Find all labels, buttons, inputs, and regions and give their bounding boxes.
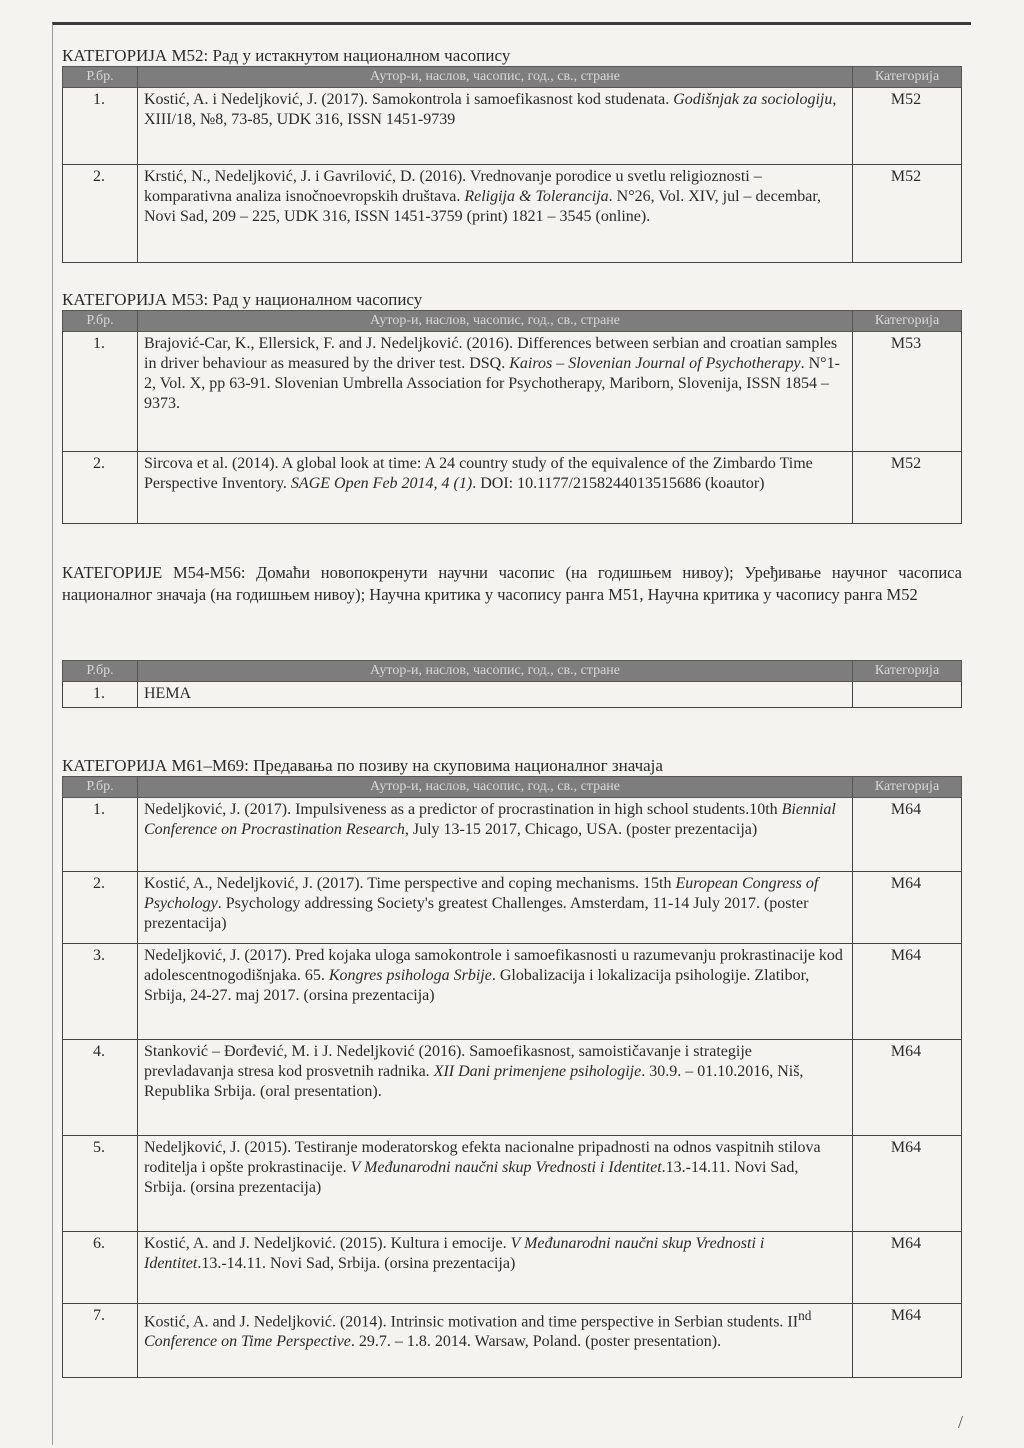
row-number: 3. <box>63 944 138 1040</box>
row-entry: Kostić, A., Nedeljković, J. (2017). Time perspective and coping mechanisms. 15th European Congress of Psychology. Psychology addressing Society's greatest Challenges. Amsterdam, 11-14 July 2017. (poster prezentacija) <box>138 872 853 944</box>
category-description: Домаћи новопокренути научни часопис (на годишњем нивоу); Уређивање научног часописа националног значаја (на годишњем нивоу); Научна критика у часопису ранга М51, Научна критика у часопису ранга М52 <box>62 563 963 604</box>
table-row <box>63 798 962 872</box>
row-number: 2. <box>63 872 138 944</box>
category-description: Предавања по позиву на скуповима националног значаја <box>253 756 663 775</box>
row-number: 5. <box>63 1136 138 1232</box>
row-category: M64 <box>853 944 962 1040</box>
category-label: КАТЕГОРИЈА М53: <box>62 290 209 309</box>
header-category: Категорија <box>853 311 962 332</box>
table-row <box>63 1304 962 1378</box>
section-title <box>62 290 962 310</box>
section-m61-m69 <box>62 756 962 1378</box>
publication-table <box>62 660 962 708</box>
section-m54-m56-description <box>62 562 962 606</box>
row-number: 2. <box>63 165 138 263</box>
row-category: M64 <box>853 872 962 944</box>
table-row <box>63 88 962 165</box>
row-category: M64 <box>853 1232 962 1304</box>
section-m52 <box>62 46 962 263</box>
row-entry: Brajović-Car, K., Ellersick, F. and J. Nedeljković. (2016). Differences between serbian and croatian samples in driver behaviour as measured by the driver test. DSQ. Kairos – Slovenian Journal of Psychotherapy. N°1-2, Vol. X, pp 63-91. Slovenian Umbrella Association for Psychotherapy, Mariborn, Slovenija, ISSN 1854 – 9373. <box>138 332 853 452</box>
category-description: Рад у истакнутом националном часопису <box>212 46 511 65</box>
header-entry: Аутор-и, наслов, часопис, год., св., стране <box>138 661 853 682</box>
header-entry: Аутор-и, наслов, часопис, год., св., стране <box>138 777 853 798</box>
header-num: Р.бр. <box>63 67 138 88</box>
row-category: M52 <box>853 165 962 263</box>
row-number: 1. <box>63 798 138 872</box>
header-entry: Аутор-и, наслов, часопис, год., св., стране <box>138 67 853 88</box>
header-category: Категорија <box>853 777 962 798</box>
table-row <box>63 1136 962 1232</box>
section-title <box>62 756 962 776</box>
row-category: M52 <box>853 88 962 165</box>
section-m53 <box>62 290 962 524</box>
row-category: M64 <box>853 1136 962 1232</box>
category-label: КАТЕГОРИЈЕ М54-М56: <box>62 563 246 582</box>
table-row <box>63 332 962 452</box>
header-category: Категорија <box>853 661 962 682</box>
table-row <box>63 452 962 524</box>
publication-table <box>62 66 962 263</box>
row-entry: Nedeljković, J. (2017). Impulsiveness as a predictor of procrastination in high school students.10th Biennial Conference on Procrastination Research, July 13-15 2017, Chicago, USA. (poster prezentacija) <box>138 798 853 872</box>
table-row <box>63 1232 962 1304</box>
section-title <box>62 46 962 66</box>
row-category <box>853 682 962 708</box>
table-row <box>63 165 962 263</box>
category-description: Рад у националном часопису <box>212 290 423 309</box>
row-entry: Sircova et al. (2014). A global look at time: A 24 country study of the equivalence of the Zimbardo Time Perspective Inventory. SAGE Open Feb 2014, 4 (1). DOI: 10.1177/2158244013515686 (koautor) <box>138 452 853 524</box>
publication-table <box>62 776 962 1378</box>
row-category: M64 <box>853 1040 962 1136</box>
page-mark: / <box>958 1412 964 1432</box>
row-number: 2. <box>63 452 138 524</box>
header-num: Р.бр. <box>63 311 138 332</box>
row-number: 4. <box>63 1040 138 1136</box>
row-entry: Stanković – Đorđević, M. i J. Nedeljković (2016). Samoefikasnost, samoističavanje i strategije prevladavanja stresa kod prosvetnih radnika. XII Dani primenjene psihologije. 30.9. – 01.10.2016, Niš, Republika Srbija. (oral presentation). <box>138 1040 853 1136</box>
table-row <box>63 872 962 944</box>
category-label: КАТЕГОРИЈА М61–М69: <box>62 756 249 775</box>
table-row <box>63 682 962 708</box>
row-category: M64 <box>853 1304 962 1378</box>
row-number: 6. <box>63 1232 138 1304</box>
row-entry: Nedeljković, J. (2015). Testiranje moderatorskog efekta nacionalne pripadnosti na odnos vaspitnih stilova roditelja i opšte prokrastinacije. V Međunarodni naučni skup Vrednosti i Identitet.13.-14.11. Novi Sad, Srbija. (orsina prezentacija) <box>138 1136 853 1232</box>
header-num: Р.бр. <box>63 777 138 798</box>
row-number: 1. <box>63 88 138 165</box>
row-entry: Kostić, A. and J. Nedeljković. (2015). Kultura i emocije. V Međunarodni naučni skup Vrednosti i Identitet.13.-14.11. Novi Sad, Srbija. (orsina prezentacija) <box>138 1232 853 1304</box>
row-number: 1. <box>63 332 138 452</box>
section-m54-m56 <box>62 660 962 708</box>
row-category: M53 <box>853 332 962 452</box>
row-entry: Kostić, A. i Nedeljković, J. (2017). Samokontrola i samoefikasnost kod studenata. Godišnjak za sociologiju, XIII/18, №8, 73-85, UDK 316, ISSN 1451-9739 <box>138 88 853 165</box>
table-row <box>63 1040 962 1136</box>
row-entry: Krstić, N., Nedeljković, J. i Gavrilović, D. (2016). Vrednovanje porodice u svetlu religioznosti – komparativna analiza isnočnoevropskih društava. Religija & Tolerancija. N°26, Vol. XIV, jul – decembar, Novi Sad, 209 – 225, UDK 316, ISSN 1451-3759 (print) 1821 – 3545 (online). <box>138 165 853 263</box>
row-entry: Kostić, A. and J. Nedeljković. (2014). Intrinsic motivation and time perspective in Serbian students. IInd Conference on Time Perspective. 29.7. – 1.8. 2014. Warsaw, Poland. (poster presentation). <box>138 1304 853 1378</box>
row-entry: НЕМА <box>138 682 853 708</box>
row-number: 1. <box>63 682 138 708</box>
header-category: Категорија <box>853 67 962 88</box>
header-num: Р.бр. <box>63 661 138 682</box>
row-number: 7. <box>63 1304 138 1378</box>
header-entry: Аутор-и, наслов, часопис, год., св., стране <box>138 311 853 332</box>
publication-table <box>62 310 962 524</box>
row-category: M52 <box>853 452 962 524</box>
table-row <box>63 944 962 1040</box>
row-category: M64 <box>853 798 962 872</box>
row-entry: Nedeljković, J. (2017). Pred kojaka uloga samokontrole i samoefikasnosti u razumevanju prokrastinacije kod adolescentnogodišnjaka. 65. Kongres psihologa Srbije. Globalizacija i lokalizacija psihologije. Zlatibor, Srbija, 24-27. maj 2017. (orsina prezentacija) <box>138 944 853 1040</box>
category-label: КАТЕГОРИЈА М52: <box>62 46 209 65</box>
